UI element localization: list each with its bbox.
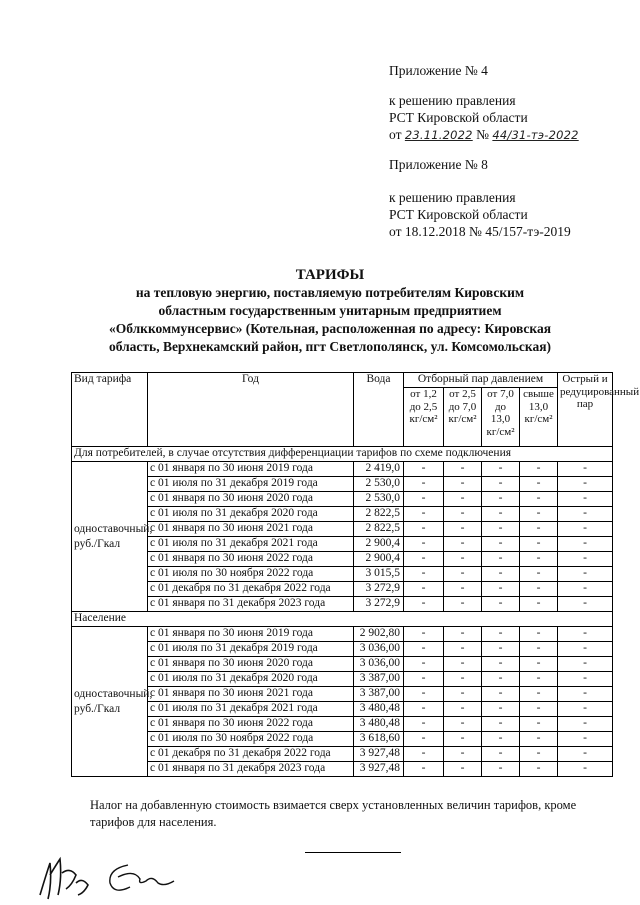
period-cell: с 01 января по 30 июня 2022 года	[148, 717, 354, 732]
empty-tariff-cell: -	[558, 687, 613, 702]
water-tariff-cell: 3 036,00	[354, 642, 404, 657]
section-general-consumers: Для потребителей, в случае отсутствия дифференциации тарифов по схеме подключения	[72, 447, 613, 462]
table-row	[72, 552, 613, 567]
empty-tariff-cell: -	[444, 627, 482, 642]
empty-tariff-cell: -	[558, 492, 613, 507]
empty-tariff-cell: -	[444, 657, 482, 672]
empty-tariff-cell: -	[444, 732, 482, 747]
empty-tariff-cell: -	[482, 672, 520, 687]
empty-tariff-cell: -	[444, 597, 482, 612]
empty-tariff-cell: -	[444, 507, 482, 522]
empty-tariff-cell: -	[404, 747, 444, 762]
period-cell: с 01 декабря по 31 декабря 2022 года	[148, 747, 354, 762]
empty-tariff-cell: -	[444, 642, 482, 657]
empty-tariff-cell: -	[558, 477, 613, 492]
empty-tariff-cell: -	[558, 762, 613, 777]
empty-tariff-cell: -	[482, 657, 520, 672]
header-year: Год	[148, 373, 354, 447]
empty-tariff-cell: -	[558, 717, 613, 732]
table-row	[72, 687, 613, 702]
empty-tariff-cell: -	[520, 522, 558, 537]
number-sign: №	[476, 127, 489, 142]
empty-tariff-cell: -	[404, 567, 444, 582]
empty-tariff-cell: -	[482, 762, 520, 777]
title-line-3: «Облккоммунсервис» (Котельная, расположенная по адресу: Кировская	[108, 321, 552, 336]
title-line-1: на тепловую энергию, поставляемую потребителям Кировским	[135, 285, 525, 300]
water-tariff-cell: 3 387,00	[354, 672, 404, 687]
decision-date-line	[389, 126, 579, 144]
title-line-4: область, Верхнекамский район, пгт Светлополянск, ул. Комсомольская)	[108, 339, 552, 354]
empty-tariff-cell: -	[558, 582, 613, 597]
table-row	[72, 537, 613, 552]
rst-line: РСТ Кировской области	[389, 110, 528, 125]
decision-line: к решению правления	[389, 93, 516, 108]
empty-tariff-cell: -	[444, 702, 482, 717]
empty-tariff-cell: -	[444, 582, 482, 597]
divider	[305, 852, 401, 853]
water-tariff-cell: 3 618,60	[354, 732, 404, 747]
header-water: Вода	[354, 373, 404, 447]
empty-tariff-cell: -	[482, 492, 520, 507]
period-cell: с 01 июля по 31 декабря 2020 года	[148, 507, 354, 522]
header-pressure-2: от 2,5 до 7,0 кг/см²	[444, 388, 482, 447]
period-cell: с 01 июля по 31 декабря 2019 года	[148, 477, 354, 492]
empty-tariff-cell: -	[520, 732, 558, 747]
water-tariff-cell: 3 927,48	[354, 747, 404, 762]
page-title: ТАРИФЫ	[295, 267, 365, 283]
empty-tariff-cell: -	[482, 567, 520, 582]
period-cell: с 01 января по 30 июня 2020 года	[148, 492, 354, 507]
period-cell: с 01 января по 30 июня 2020 года	[148, 657, 354, 672]
empty-tariff-cell: -	[404, 732, 444, 747]
empty-tariff-cell: -	[520, 582, 558, 597]
water-tariff-cell: 3 272,9	[354, 582, 404, 597]
handwritten-date: 23.11.2022	[404, 128, 473, 142]
water-tariff-cell: 2 900,4	[354, 537, 404, 552]
period-cell: с 01 января по 30 июня 2019 года	[148, 627, 354, 642]
empty-tariff-cell: -	[558, 672, 613, 687]
water-tariff-cell: 3 480,48	[354, 702, 404, 717]
empty-tariff-cell: -	[558, 642, 613, 657]
water-tariff-cell: 3 927,48	[354, 762, 404, 777]
empty-tariff-cell: -	[404, 552, 444, 567]
empty-tariff-cell: -	[482, 597, 520, 612]
water-tariff-cell: 3 015,5	[354, 567, 404, 582]
empty-tariff-cell: -	[482, 522, 520, 537]
general-tariff-type: одноставочный, руб./Гкал	[72, 462, 148, 612]
empty-tariff-cell: -	[482, 642, 520, 657]
vat-footnote: Налог на добавленную стоимость взимается сверх установленных величин тарифов, кроме тарифов для населения.	[90, 798, 577, 829]
empty-tariff-cell: -	[404, 507, 444, 522]
water-tariff-cell: 2 419,0	[354, 462, 404, 477]
empty-tariff-cell: -	[482, 462, 520, 477]
empty-tariff-cell: -	[520, 552, 558, 567]
empty-tariff-cell: -	[404, 627, 444, 642]
handwritten-number: 44/31-тэ-2022	[492, 128, 579, 142]
decision-date-line-8: от 18.12.2018 № 45/157-тэ-2019	[389, 224, 571, 239]
empty-tariff-cell: -	[520, 627, 558, 642]
empty-tariff-cell: -	[520, 672, 558, 687]
table-row	[72, 522, 613, 537]
empty-tariff-cell: -	[520, 642, 558, 657]
empty-tariff-cell: -	[404, 492, 444, 507]
empty-tariff-cell: -	[558, 732, 613, 747]
water-tariff-cell: 3 387,00	[354, 687, 404, 702]
water-tariff-cell: 3 480,48	[354, 717, 404, 732]
period-cell: с 01 июля по 31 декабря 2021 года	[148, 702, 354, 717]
table-row	[72, 477, 613, 492]
header-pressure-4: свыше 13,0 кг/см²	[520, 388, 558, 447]
empty-tariff-cell: -	[444, 477, 482, 492]
empty-tariff-cell: -	[520, 687, 558, 702]
water-tariff-cell: 2 530,0	[354, 477, 404, 492]
empty-tariff-cell: -	[558, 462, 613, 477]
empty-tariff-cell: -	[558, 522, 613, 537]
empty-tariff-cell: -	[520, 747, 558, 762]
empty-tariff-cell: -	[482, 717, 520, 732]
table-row	[72, 702, 613, 717]
empty-tariff-cell: -	[520, 477, 558, 492]
empty-tariff-cell: -	[404, 672, 444, 687]
header-pressure-3: от 7,0 до 13,0 кг/см²	[482, 388, 520, 447]
empty-tariff-cell: -	[482, 582, 520, 597]
empty-tariff-cell: -	[444, 537, 482, 552]
empty-tariff-cell: -	[558, 702, 613, 717]
header-steam: Отборный пар давлением	[404, 373, 558, 388]
empty-tariff-cell: -	[558, 657, 613, 672]
empty-tariff-cell: -	[520, 507, 558, 522]
empty-tariff-cell: -	[558, 537, 613, 552]
table-row	[72, 582, 613, 597]
empty-tariff-cell: -	[444, 567, 482, 582]
empty-tariff-cell: -	[520, 567, 558, 582]
empty-tariff-cell: -	[520, 717, 558, 732]
title-line-2: областным государственным унитарным предприятием	[158, 303, 502, 318]
empty-tariff-cell: -	[444, 762, 482, 777]
table-row	[72, 642, 613, 657]
decision-line-8: к решению правления	[389, 190, 516, 205]
empty-tariff-cell: -	[558, 567, 613, 582]
empty-tariff-cell: -	[520, 537, 558, 552]
empty-tariff-cell: -	[482, 702, 520, 717]
appendix-4-label: Приложение № 4	[389, 63, 488, 78]
empty-tariff-cell: -	[482, 627, 520, 642]
table-row	[72, 732, 613, 747]
empty-tariff-cell: -	[404, 687, 444, 702]
period-cell: с 01 июля по 31 декабря 2021 года	[148, 537, 354, 552]
water-tariff-cell: 2 530,0	[354, 492, 404, 507]
period-cell: с 01 января по 31 декабря 2023 года	[148, 597, 354, 612]
empty-tariff-cell: -	[444, 462, 482, 477]
empty-tariff-cell: -	[558, 627, 613, 642]
appendix-8-label: Приложение № 8	[389, 157, 488, 172]
population-tariff-type: одноставочный, руб./Гкал	[72, 627, 148, 777]
period-cell: с 01 июля по 31 декабря 2020 года	[148, 672, 354, 687]
table-row	[72, 657, 613, 672]
empty-tariff-cell: -	[444, 747, 482, 762]
period-cell: с 01 января по 30 июня 2021 года	[148, 522, 354, 537]
water-tariff-cell: 3 036,00	[354, 657, 404, 672]
header-pressure-1: от 1,2 до 2,5 кг/см²	[404, 388, 444, 447]
empty-tariff-cell: -	[520, 762, 558, 777]
table-row	[72, 462, 613, 477]
empty-tariff-cell: -	[404, 642, 444, 657]
water-tariff-cell: 3 272,9	[354, 597, 404, 612]
empty-tariff-cell: -	[520, 597, 558, 612]
table-row	[72, 717, 613, 732]
from-prefix: от	[389, 127, 402, 142]
table-row	[72, 507, 613, 522]
period-cell: с 01 июля по 30 ноября 2022 года	[148, 567, 354, 582]
empty-tariff-cell: -	[404, 477, 444, 492]
empty-tariff-cell: -	[558, 597, 613, 612]
empty-tariff-cell: -	[482, 537, 520, 552]
period-cell: с 01 декабря по 31 декабря 2022 года	[148, 582, 354, 597]
empty-tariff-cell: -	[558, 747, 613, 762]
empty-tariff-cell: -	[404, 597, 444, 612]
period-cell: с 01 января по 30 июня 2021 года	[148, 687, 354, 702]
empty-tariff-cell: -	[444, 552, 482, 567]
empty-tariff-cell: -	[404, 717, 444, 732]
empty-tariff-cell: -	[444, 717, 482, 732]
table-row	[72, 627, 613, 642]
table-row	[72, 747, 613, 762]
period-cell: с 01 июля по 31 декабря 2019 года	[148, 642, 354, 657]
empty-tariff-cell: -	[444, 672, 482, 687]
empty-tariff-cell: -	[404, 537, 444, 552]
empty-tariff-cell: -	[520, 492, 558, 507]
empty-tariff-cell: -	[404, 582, 444, 597]
empty-tariff-cell: -	[558, 507, 613, 522]
water-tariff-cell: 2 902,80	[354, 627, 404, 642]
signature-2	[98, 855, 178, 899]
empty-tariff-cell: -	[520, 702, 558, 717]
section-population: Население	[72, 612, 613, 627]
empty-tariff-cell: -	[404, 762, 444, 777]
table-row	[72, 762, 613, 777]
empty-tariff-cell: -	[482, 732, 520, 747]
empty-tariff-cell: -	[482, 477, 520, 492]
title-block	[60, 266, 600, 356]
empty-tariff-cell: -	[404, 462, 444, 477]
header-sharp-steam: Острый и редуцированный пар	[558, 373, 613, 447]
empty-tariff-cell: -	[482, 687, 520, 702]
empty-tariff-cell: -	[482, 747, 520, 762]
period-cell: с 01 января по 30 июня 2022 года	[148, 552, 354, 567]
table-row	[72, 492, 613, 507]
empty-tariff-cell: -	[482, 552, 520, 567]
water-tariff-cell: 2 822,5	[354, 522, 404, 537]
empty-tariff-cell: -	[444, 492, 482, 507]
empty-tariff-cell: -	[520, 462, 558, 477]
rst-line-8: РСТ Кировской области	[389, 207, 528, 222]
period-cell: с 01 января по 30 июня 2019 года	[148, 462, 354, 477]
period-cell: с 01 июля по 30 ноября 2022 года	[148, 732, 354, 747]
table-row	[72, 597, 613, 612]
period-cell: с 01 января по 31 декабря 2023 года	[148, 762, 354, 777]
empty-tariff-cell: -	[404, 522, 444, 537]
empty-tariff-cell: -	[404, 702, 444, 717]
empty-tariff-cell: -	[404, 657, 444, 672]
table-row	[72, 567, 613, 582]
empty-tariff-cell: -	[482, 507, 520, 522]
empty-tariff-cell: -	[444, 522, 482, 537]
tariff-table	[71, 372, 640, 777]
empty-tariff-cell: -	[558, 552, 613, 567]
signature-1	[32, 855, 102, 903]
water-tariff-cell: 2 900,4	[354, 552, 404, 567]
empty-tariff-cell: -	[520, 657, 558, 672]
water-tariff-cell: 2 822,5	[354, 507, 404, 522]
header-tariff-type: Вид тарифа	[72, 373, 148, 447]
table-row	[72, 672, 613, 687]
empty-tariff-cell: -	[444, 687, 482, 702]
